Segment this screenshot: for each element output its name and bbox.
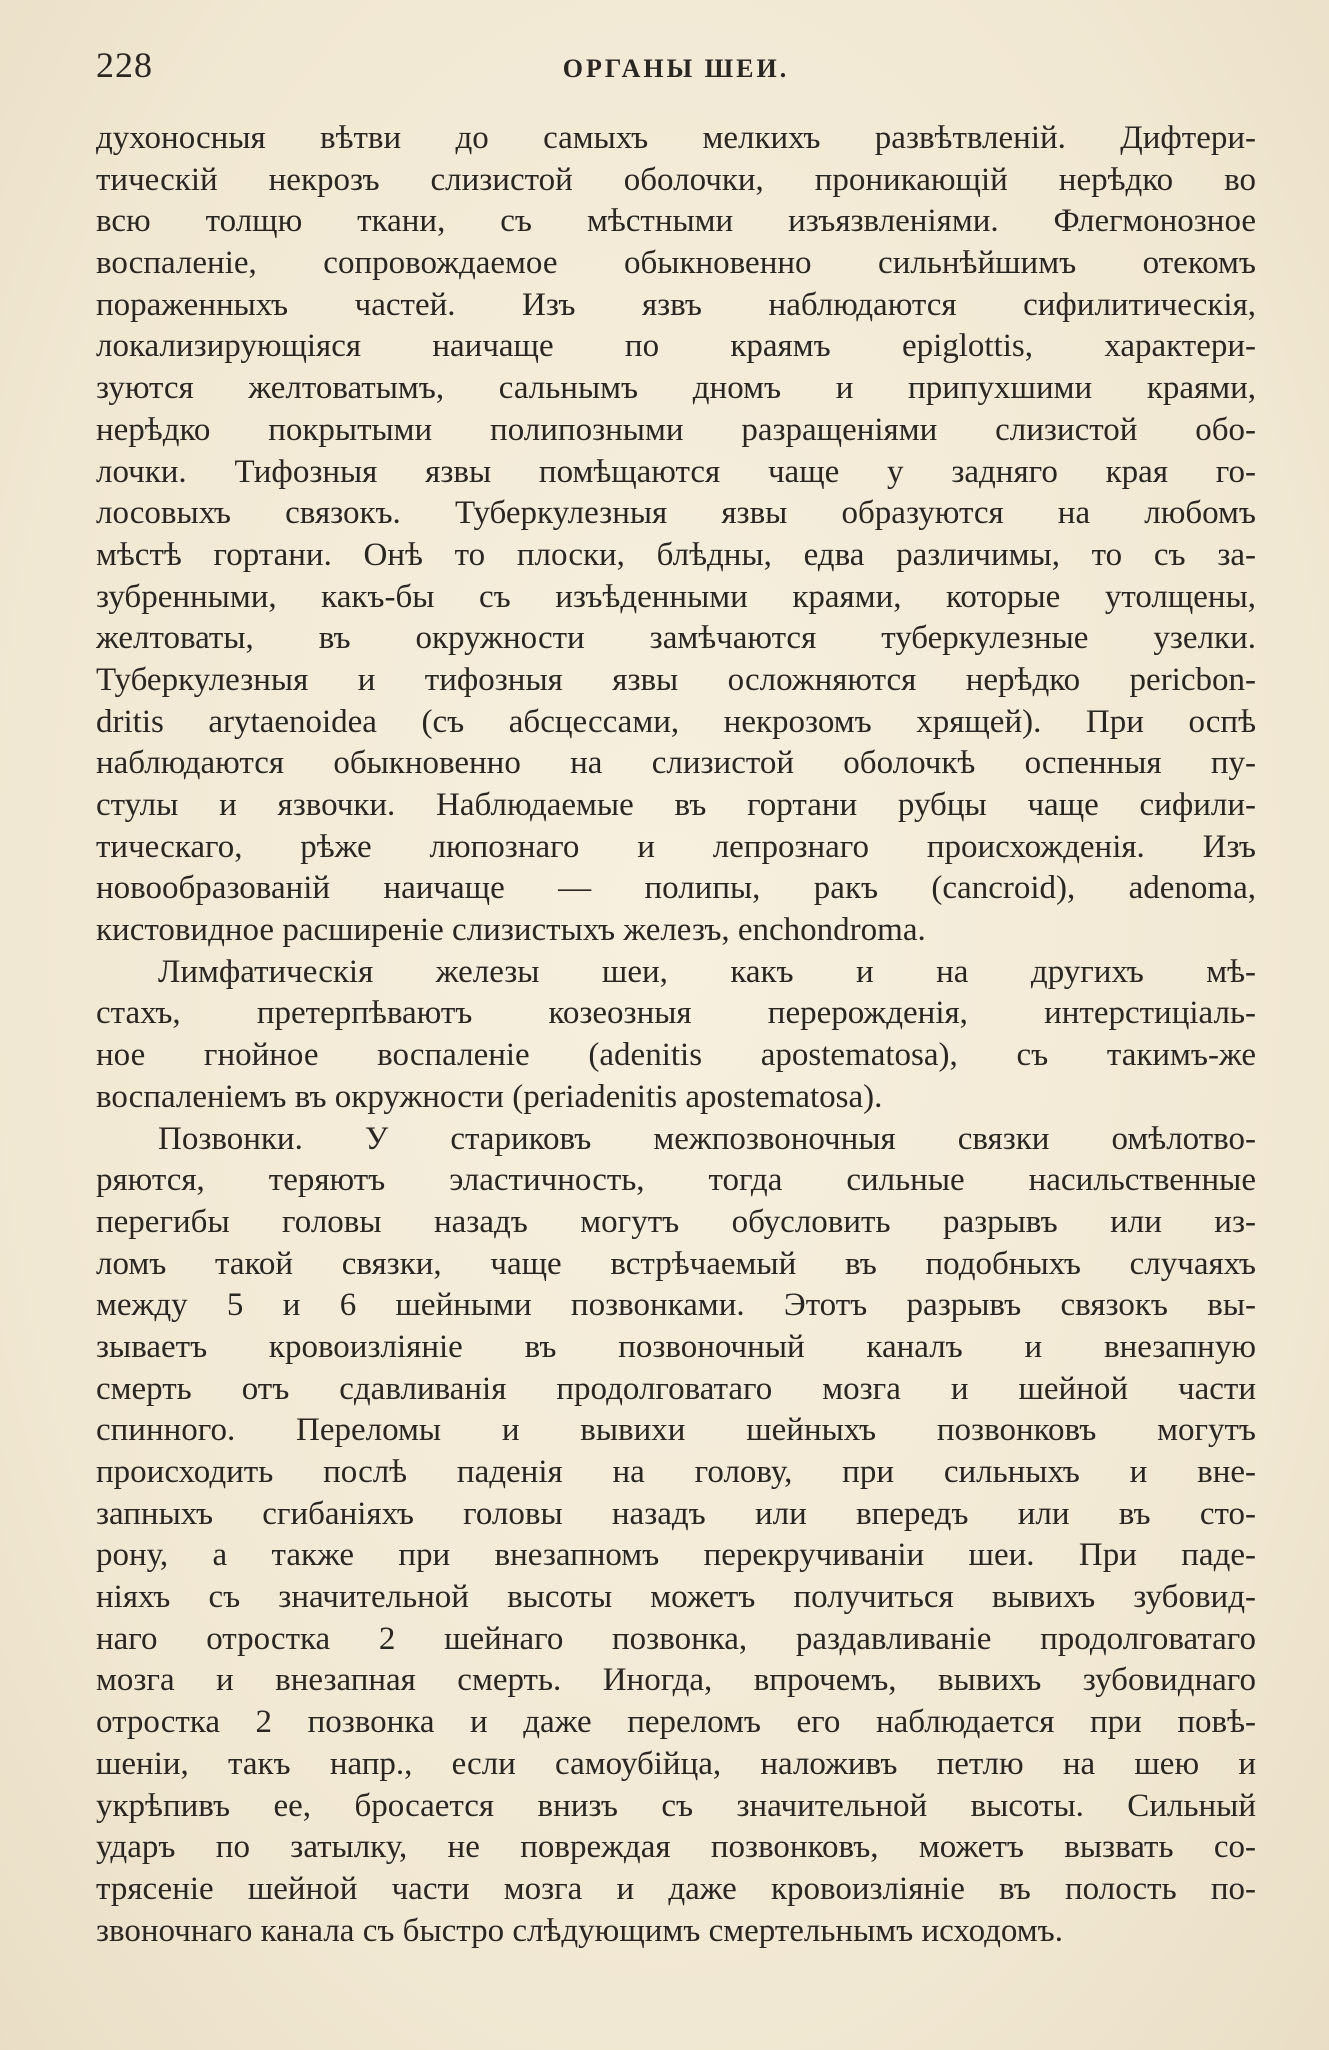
text-line: ударъ по затылку, не повреждая позвонковъ, можетъ вызвать со- bbox=[96, 1829, 1256, 1866]
text-line: зываетъ кровоизліяніе въ позвоночный каналъ и внезапную bbox=[96, 1328, 1256, 1365]
text-line: лочки. Тифозныя язвы помѣщаются чаще у задняго края го- bbox=[96, 453, 1256, 490]
text-line: мѣстѣ гортани. Онѣ то плоски, блѣдны, едва различимы, то съ за- bbox=[96, 536, 1256, 573]
text-line: локализирующіяся наичаще по краямъ epiglottis, характери- bbox=[96, 328, 1256, 365]
text-line: рону, а также при внезапномъ перекручиваніи шеи. При паде- bbox=[96, 1537, 1256, 1574]
text-line: желтоваты, въ окружности замѣчаются туберкулезные узелки. bbox=[96, 620, 1256, 657]
text-line: всю толщю ткани, съ мѣстными изъязвленіями. Флегмонозное bbox=[96, 203, 1256, 240]
body-text bbox=[96, 118, 1256, 1952]
text-line: лосовыхъ связокъ. Туберкулезныя язвы образуются на любомъ bbox=[96, 495, 1256, 532]
paragraph-end-line: звоночнаго канала съ быстро слѣдующимъ смертельнымъ исходомъ. bbox=[96, 1912, 1063, 1949]
text-line: ніяхъ съ значительной высоты можетъ получиться вывихъ зубовид- bbox=[96, 1579, 1256, 1616]
text-line: Туберкулезныя и тифозныя язвы осложняются нерѣдко pericbon- bbox=[96, 661, 1256, 698]
text-line: пораженныхъ частей. Изъ язвъ наблюдаются сифилитическія, bbox=[96, 286, 1256, 323]
text-line: мозга и внезапная смерть. Иногда, впрочемъ, вывихъ зубовиднаго bbox=[96, 1662, 1256, 1699]
text-line: нерѣдко покрытыми полипозными разращеніями слизистой обо- bbox=[96, 411, 1256, 448]
paragraph-start-line: Позвонки. У стариковъ межпозвоночныя связки омѣлотво- bbox=[158, 1120, 1256, 1157]
text-line: перегибы головы назадъ могутъ обусловить разрывъ или из- bbox=[96, 1203, 1256, 1240]
running-title: ОРГАНЫ ШЕИ. bbox=[562, 54, 790, 83]
paragraph-end-line: кистовидное расширеніе слизистыхъ железъ, enchondroma. bbox=[96, 912, 926, 949]
text-line: шеніи, такъ напр., если самоубійца, наложивъ петлю на шею и bbox=[96, 1745, 1256, 1782]
text-line: зуются желтоватымъ, сальнымъ дномъ и припухшими краями, bbox=[96, 370, 1256, 407]
paragraph-start-line: Лимфатическія железы шеи, какъ и на другихъ мѣ- bbox=[158, 953, 1256, 990]
text-line: воспаленіе, сопровождаемое обыкновенно сильнѣйшимъ отекомъ bbox=[96, 245, 1256, 282]
text-line: спинного. Переломы и вывихи шейныхъ позвонковъ могутъ bbox=[96, 1412, 1256, 1449]
text-line: смерть отъ сдавливанія продолговатаго мозга и шейной части bbox=[96, 1370, 1256, 1407]
text-line: стулы и язвочки. Наблюдаемые въ гортани рубцы чаще сифили- bbox=[96, 787, 1256, 823]
text-line: наго отростка 2 шейнаго позвонка, раздавливаніе продолговатаго bbox=[96, 1620, 1256, 1657]
text-line: отростка 2 позвонка и даже переломъ его наблюдается при повѣ- bbox=[96, 1704, 1256, 1741]
text-line: трясеніе шейной части мозга и даже кровоизліяніе въ полость по- bbox=[96, 1870, 1256, 1907]
text-line: наблюдаются обыкновенно на слизистой оболочкѣ оспенныя пу- bbox=[96, 745, 1256, 782]
text-line: укрѣпивъ ее, бросается внизъ съ значительной высоты. Сильный bbox=[96, 1787, 1256, 1824]
text-line: ряются, теряютъ эластичность, тогда сильные насильственные bbox=[96, 1162, 1256, 1199]
text-line: тическаго, рѣже люпознаго и лепрознаго происхожденія. Изъ bbox=[96, 828, 1256, 865]
text-line: зубренными, какъ-бы съ изъѣденными краями, которые утолщены, bbox=[96, 578, 1256, 615]
text-line: между 5 и 6 шейными позвонками. Этотъ разрывъ связокъ вы- bbox=[96, 1287, 1256, 1324]
page-header bbox=[96, 44, 1256, 94]
text-line: ное гнойное воспаленіе (adenitis apostematosa), съ такимъ-же bbox=[96, 1037, 1256, 1074]
text-line: духоносныя вѣтви до самыхъ мелкихъ развѣтвленій. Дифтери- bbox=[96, 120, 1256, 156]
text-line: dritis arytaenoidea (съ абсцессами, некрозомъ хрящей). При оспѣ bbox=[96, 703, 1256, 740]
text-line: тическій некрозъ слизистой оболочки, проникающій нерѣдко во bbox=[96, 161, 1256, 198]
text-line: происходить послѣ паденія на голову, при сильныхъ и вне- bbox=[96, 1454, 1256, 1490]
text-line: новообразованій наичаще — полипы, ракъ (cancroid), adenoma, bbox=[96, 870, 1256, 907]
text-line: запныхъ сгибаніяхъ головы назадъ или впередъ или въ сто- bbox=[96, 1495, 1256, 1532]
text-line: ломъ такой связки, чаще встрѣчаемый въ подобныхъ случаяхъ bbox=[96, 1245, 1256, 1282]
page-number: 228 bbox=[96, 45, 153, 85]
text-line: стахъ, претерпѣваютъ козеозныя перерожденія, интерстиціаль- bbox=[96, 995, 1256, 1032]
paragraph-end-line: воспаленіемъ въ окружности (periadenitis apostematosa). bbox=[96, 1078, 883, 1115]
